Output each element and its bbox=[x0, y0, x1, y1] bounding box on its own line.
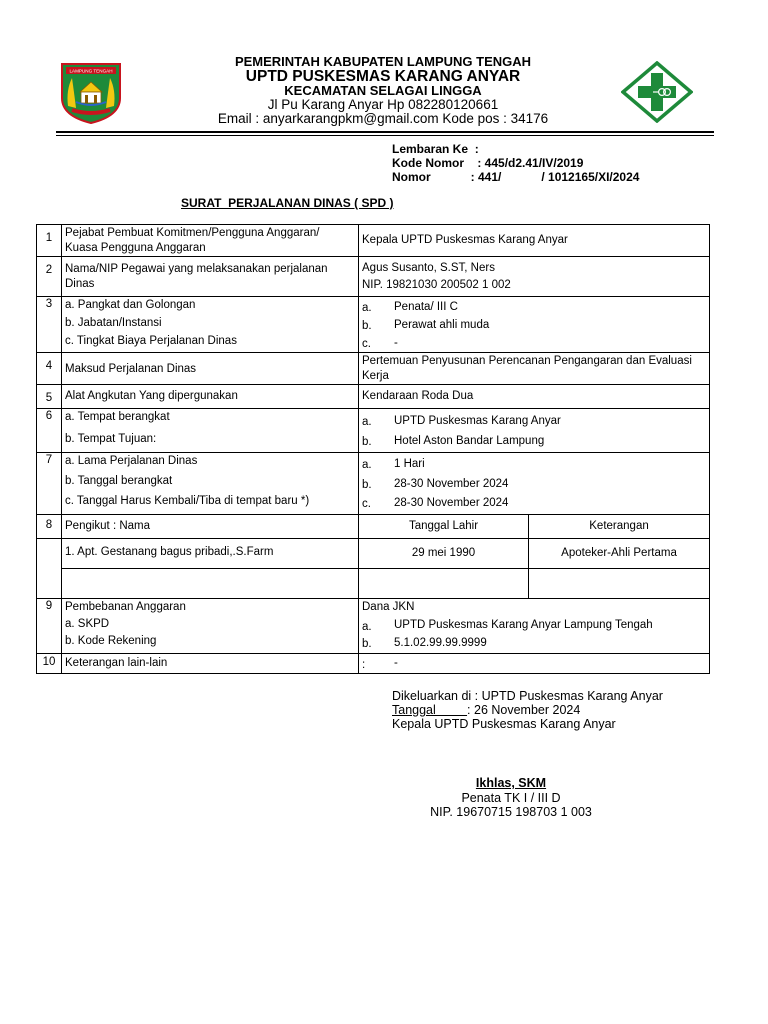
row-label: Maksud Perjalanan Dinas bbox=[62, 353, 359, 385]
column-header-dob: Tanggal Lahir bbox=[359, 515, 529, 539]
letterhead-email: Email : anyarkarangpkm@gmail.com Kode pos : 34176 bbox=[217, 111, 549, 126]
row-label: a. Pangkat dan Golongan b. Jabatan/Instansi c. Tingkat Biaya Perjalanan Dinas bbox=[62, 297, 359, 353]
row-value: : - bbox=[359, 653, 710, 673]
row-value: a. UPTD Puskesmas Karang Anyar b. Hotel Aston Bandar Lampung bbox=[359, 409, 710, 453]
table-row bbox=[37, 409, 710, 453]
issued-place: Dikeluarkan di : UPTD Puskesmas Karang Anyar bbox=[392, 689, 663, 703]
row-label: Pengikut : Nama bbox=[62, 515, 359, 539]
row-value: Dana JKN a. UPTD Puskesmas Karang Anyar Lampung Tengah b. 5.1.02.99.99.9999 bbox=[359, 599, 710, 653]
follower-dob-empty bbox=[359, 569, 529, 599]
letterhead-district: KECAMATAN SELAGAI LINGGA bbox=[284, 83, 482, 98]
row-number: 7 bbox=[37, 453, 62, 515]
table-row bbox=[37, 569, 710, 599]
row-value: a. 1 Hari b. 28-30 November 2024 c. 28-30 November 2024 bbox=[359, 453, 710, 515]
follower-note: Apoteker-Ahli Pertama bbox=[529, 539, 710, 569]
table-row bbox=[37, 385, 710, 409]
code-number: Kode Nomor : 445/d2.41/IV/2019 bbox=[392, 156, 584, 170]
row-label: Pejabat Pembuat Komitmen/Pengguna Anggaran/ Kuasa Pengguna Anggaran bbox=[62, 225, 359, 257]
follower-name-empty bbox=[62, 569, 359, 599]
lampung-tengah-logo bbox=[58, 62, 124, 124]
letterhead-rule-thin bbox=[56, 135, 714, 136]
row-number: 8 bbox=[37, 515, 62, 539]
table-row bbox=[37, 453, 710, 515]
signer-rank: Penata TK I / III D bbox=[461, 791, 561, 805]
letterhead-rule-thick bbox=[56, 131, 714, 133]
row-number: 9 bbox=[37, 599, 62, 653]
signer-name: Ikhlas, SKM bbox=[475, 776, 547, 790]
row-label: Pembebanan Anggaran a. SKPD b. Kode Rekening bbox=[62, 599, 359, 653]
letterhead-institution: UPTD PUSKESMAS KARANG ANYAR bbox=[245, 68, 521, 85]
row-number: 4 bbox=[37, 353, 62, 385]
document-title: SURAT PERJALANAN DINAS ( SPD ) bbox=[181, 196, 394, 210]
row-number: 1 bbox=[37, 225, 62, 257]
row-value: a. Penata/ III C b. Perawat ahli muda c. - bbox=[359, 297, 710, 353]
row-label: Nama/NIP Pegawai yang melaksanakan perjalanan Dinas bbox=[62, 257, 359, 297]
row-value: Kepala UPTD Puskesmas Karang Anyar bbox=[359, 225, 710, 257]
table-row bbox=[37, 353, 710, 385]
table-row bbox=[37, 515, 710, 539]
table-row bbox=[37, 539, 710, 569]
row-number: 10 bbox=[37, 653, 62, 673]
signer-position: Kepala UPTD Puskesmas Karang Anyar bbox=[392, 717, 616, 731]
table-row bbox=[37, 257, 710, 297]
employee-nip: NIP. 19821030 200502 1 002 bbox=[362, 279, 511, 291]
row-number: 5 bbox=[37, 385, 62, 409]
column-header-note: Keterangan bbox=[529, 515, 710, 539]
employee-name: Agus Susanto, S.ST, Ners bbox=[362, 261, 495, 274]
sheet-number: Lembaran Ke : bbox=[392, 142, 479, 156]
row-value bbox=[359, 257, 710, 297]
row-label: a. Tempat berangkat b. Tempat Tujuan: bbox=[62, 409, 359, 453]
row-label: Keterangan lain-lain bbox=[62, 653, 359, 673]
table-row bbox=[37, 297, 710, 353]
row-number: 2 bbox=[37, 257, 62, 297]
letterhead-address: Jl Pu Karang Anyar Hp 082280120661 bbox=[267, 97, 499, 112]
row-label: a. Lama Perjalanan Dinas b. Tanggal berangkat c. Tanggal Harus Kembali/Tiba di tempat baru *) bbox=[62, 453, 359, 515]
issued-date: Tanggal : 26 November 2024 bbox=[392, 703, 581, 717]
table-row bbox=[37, 599, 710, 653]
signer-nip: NIP. 19670715 198703 1 003 bbox=[430, 805, 592, 819]
row-number: 3 bbox=[37, 297, 62, 353]
row-number: 6 bbox=[37, 409, 62, 453]
spd-table bbox=[36, 224, 710, 674]
follower-name: 1. Apt. Gestanang bagus pribadi,.S.Farm bbox=[62, 539, 359, 569]
letterhead-government: PEMERINTAH KABUPATEN LAMPUNG TENGAH bbox=[234, 54, 532, 69]
puskesmas-logo bbox=[621, 61, 693, 123]
row-value: Kendaraan Roda Dua bbox=[359, 385, 710, 409]
follower-note-empty bbox=[529, 569, 710, 599]
row-value: Pertemuan Penyusunan Perencanan Pengangaran dan Evaluasi Kerja bbox=[359, 353, 710, 385]
table-row bbox=[37, 653, 710, 673]
document-number: Nomor : 441/ / 1012165/XI/2024 bbox=[392, 170, 640, 184]
table-row bbox=[37, 225, 710, 257]
row-label: Alat Angkutan Yang dipergunakan bbox=[62, 385, 359, 409]
logo-caption: LAMPUNG TENGAH bbox=[69, 68, 113, 74]
follower-dob: 29 mei 1990 bbox=[359, 539, 529, 569]
